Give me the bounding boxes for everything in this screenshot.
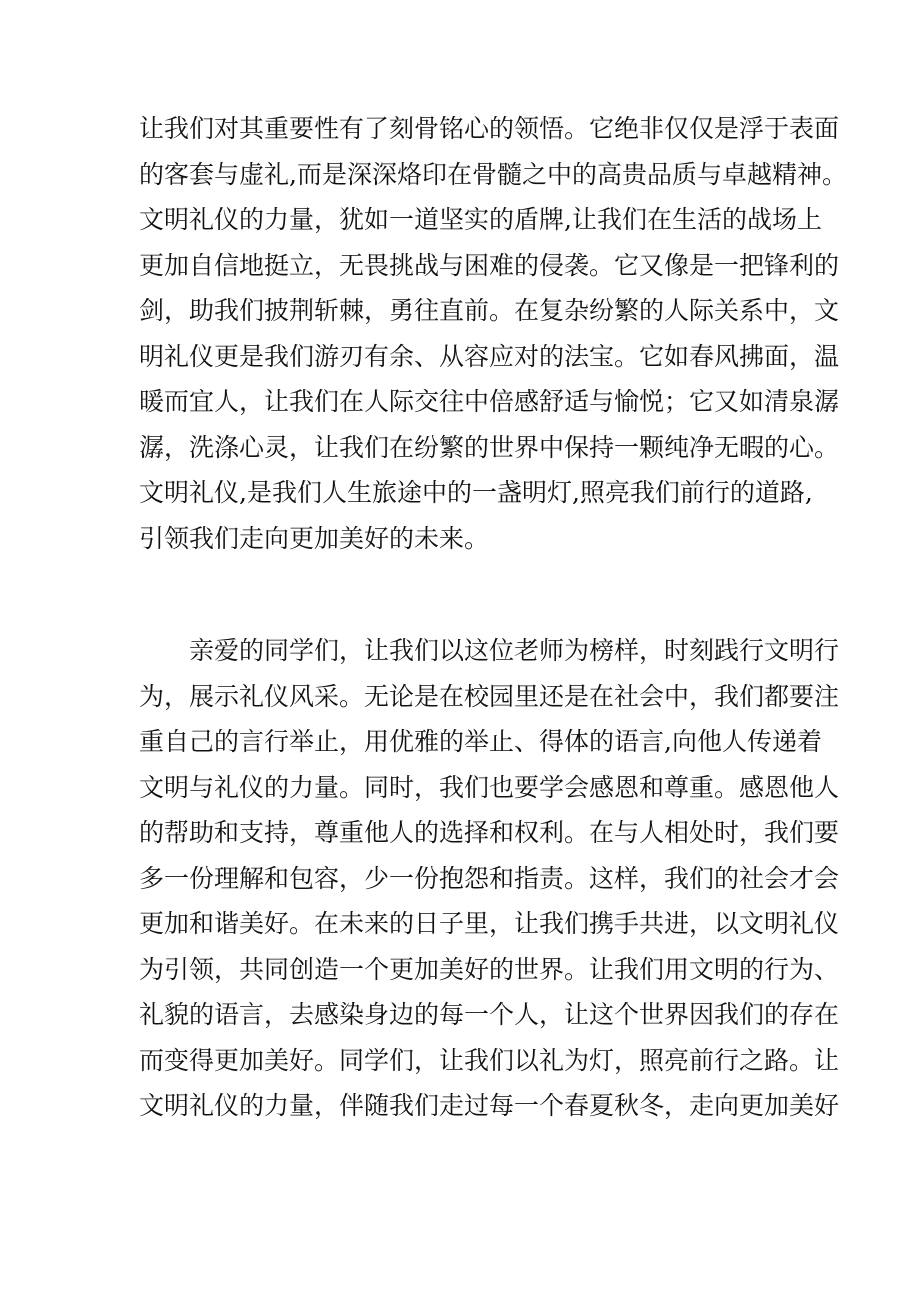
text-line: 暖而宜人，让我们在人际交往中倍感舒适与愉悦；它又如清泉潺 [139, 387, 840, 416]
text-line: 文明与礼仪的力量。同时，我们也要学会感恩和尊重。感恩他人 [139, 772, 840, 802]
text-line: 礼貌的语言，去感染身边的每一个人，让这个世界因我们的存在 [139, 1000, 840, 1029]
text-line: 剑，助我们披荆斩棘，勇往直前。在复杂纷繁的人际关系中，文 [139, 296, 840, 325]
text-line: 而变得更加美好。同学们，让我们以礼为灯，照亮前行之路。让 [139, 1045, 840, 1075]
text-line: 重自己的言行举止，用优雅的举止、得体的语言,向他人传递着 [139, 727, 822, 756]
text-line: 文明礼仪的力量，犹如一道坚实的盾牌,让我们在生活的战场上 [139, 205, 822, 234]
text-line: 文明礼仪,是我们人生旅途中的一盏明灯,照亮我们前行的道路, [139, 478, 813, 507]
text-line: 潺，洗涤心灵，让我们在纷繁的世界中保持一颗纯净无暇的心。 [139, 432, 840, 462]
paragraph-civility-power [139, 106, 847, 561]
text-line: 的帮助和支持，尊重他人的选择和权利。在与人相处时，我们要 [139, 818, 840, 847]
text-line: 为引领，共同创造一个更加美好的世界。让我们用文明的行为、 [139, 954, 840, 984]
text-line: 亲爱的同学们，让我们以这位老师为榜样，时刻践行文明行 [189, 636, 840, 665]
text-line: 文明礼仪的力量，伴随我们走过每一个春夏秋冬，走向更加美好 [139, 1091, 840, 1120]
text-line: 为，展示礼仪风采。无论是在校园里还是在社会中，我们都要注 [139, 681, 840, 711]
text-line: 引领我们走向更加美好的未来。 [139, 523, 490, 553]
text-line: 明礼仪更是我们游刃有余、从容应对的法宝。它如春风拂面，温 [139, 341, 840, 371]
text-line: 更加自信地挺立，无畏挑战与困难的侵袭。它又像是一把锋利的 [139, 250, 840, 280]
text-line: 的客套与虚礼,而是深深烙印在骨髓之中的高贵品质与卓越精神。 [139, 159, 847, 189]
paragraph-call-to-students [139, 628, 840, 1129]
text-line: 更加和谐美好。在未来的日子里，让我们携手共进，以文明礼仪 [139, 909, 840, 938]
text-line: 多一份理解和包容，少一份抱怨和指责。这样，我们的社会才会 [139, 863, 840, 893]
text-line: 让我们对其重要性有了刻骨铭心的领悟。它绝非仅仅是浮于表面 [139, 114, 840, 143]
